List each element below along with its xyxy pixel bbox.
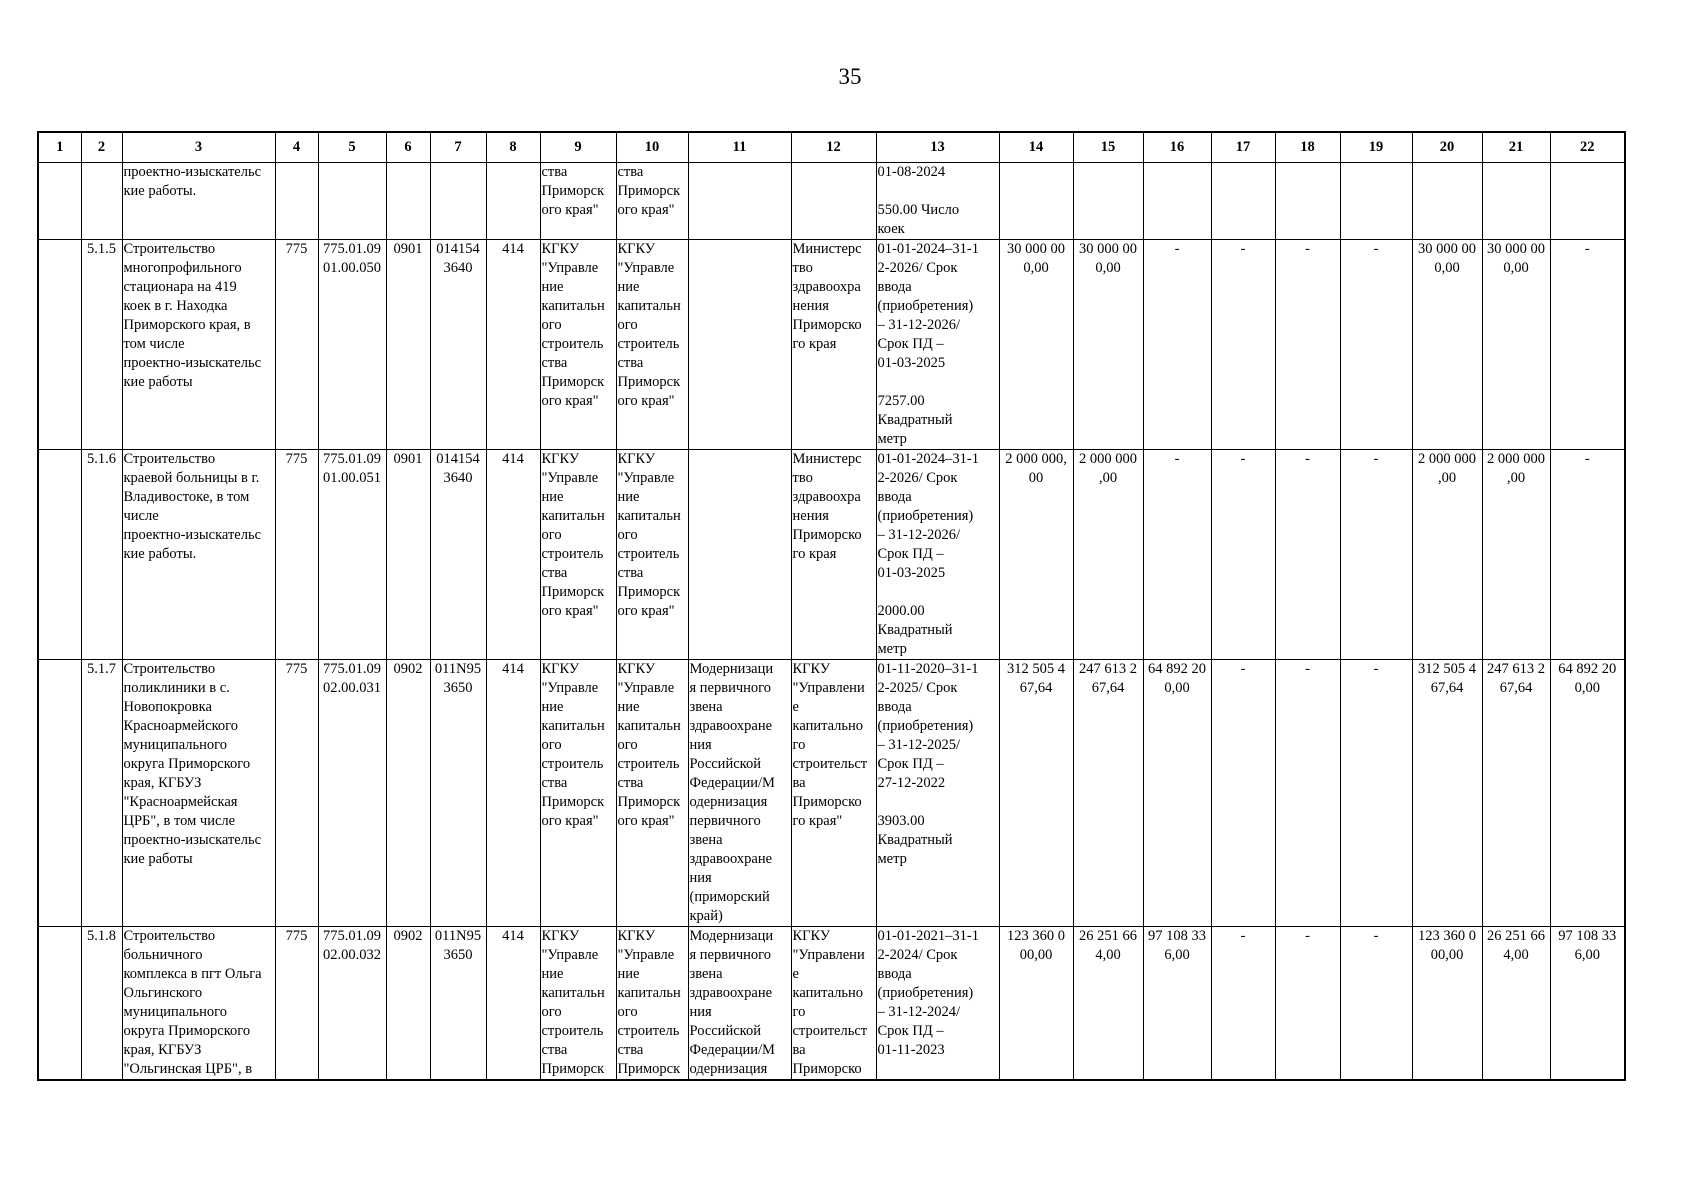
table-row	[38, 450, 1625, 660]
table-cell-col-15: 2 000 000 ,00	[1073, 450, 1143, 660]
table-cell-col-7: 014154 3640	[430, 450, 486, 660]
table-cell-col-22: -	[1550, 450, 1625, 660]
table-cell-col-21: 30 000 00 0,00	[1482, 240, 1550, 450]
table-cell-col-18	[1275, 163, 1340, 240]
table-cell-col-16: 64 892 20 0,00	[1143, 660, 1211, 927]
table-cell-col-1	[38, 660, 81, 927]
table-cell-col-4	[275, 163, 318, 240]
table-cell-col-14: 123 360 0 00,00	[999, 927, 1073, 1081]
table-row	[38, 240, 1625, 450]
table-cell-col-15: 30 000 00 0,00	[1073, 240, 1143, 450]
table-cell-col-3: Строительство поликлиники в с. Новопокровка Красноармейского муниципального округа Приморского края, КГБУЗ "Красноармейская ЦРБ", в том числе проектно-изыскательс кие работы	[122, 660, 275, 927]
column-header-3: 3	[122, 132, 275, 163]
table-cell-col-9: КГКУ "Управле ние капитальн ого строитель ства Приморск ого края"	[540, 450, 616, 660]
table-cell-col-19: -	[1340, 450, 1412, 660]
table-cell-col-2: 5.1.5	[81, 240, 122, 450]
table-cell-col-11	[688, 450, 791, 660]
table-cell-col-22: 64 892 20 0,00	[1550, 660, 1625, 927]
table-cell-col-12: Министерс тво здравоохра нения Приморско го края	[791, 450, 876, 660]
table-cell-col-8: 414	[486, 927, 540, 1081]
table-cell-col-19: -	[1340, 660, 1412, 927]
table-row	[38, 163, 1625, 240]
table-cell-col-16: -	[1143, 240, 1211, 450]
table-cell-col-7: 011N95 3650	[430, 660, 486, 927]
table-row	[38, 927, 1625, 1081]
table-cell-col-5	[318, 163, 386, 240]
table-row	[38, 660, 1625, 927]
table-cell-col-9: КГКУ "Управле ние капитальн ого строитель ства Приморск ого края"	[540, 240, 616, 450]
table-cell-col-6: 0902	[386, 927, 430, 1081]
column-header-20: 20	[1412, 132, 1482, 163]
column-header-12: 12	[791, 132, 876, 163]
table-cell-col-18: -	[1275, 240, 1340, 450]
column-header-2: 2	[81, 132, 122, 163]
table-cell-col-6: 0901	[386, 450, 430, 660]
table-cell-col-13: 01-01-2024–31-1 2-2026/ Срок ввода (приобретения) – 31-12-2026/ Срок ПД – 01-03-2025 7257.00 Квадратный метр	[876, 240, 999, 450]
table-cell-col-22: -	[1550, 240, 1625, 450]
table-cell-col-6: 0901	[386, 240, 430, 450]
table-cell-col-17: -	[1211, 240, 1275, 450]
table-cell-col-18: -	[1275, 450, 1340, 660]
table-cell-col-16: 97 108 33 6,00	[1143, 927, 1211, 1081]
table-cell-col-14: 30 000 00 0,00	[999, 240, 1073, 450]
table-cell-col-1	[38, 450, 81, 660]
column-header-4: 4	[275, 132, 318, 163]
page-number: 35	[838, 64, 862, 89]
table-cell-col-5: 775.01.09 01.00.050	[318, 240, 386, 450]
table-cell-col-13: 01-11-2020–31-1 2-2025/ Срок ввода (приобретения) – 31-12-2025/ Срок ПД – 27-12-2022 3903.00 Квадратный метр	[876, 660, 999, 927]
table-cell-col-10: КГКУ "Управле ние капитальн ого строитель ства Приморск	[616, 927, 688, 1081]
table-cell-col-17	[1211, 163, 1275, 240]
column-header-22: 22	[1550, 132, 1625, 163]
column-header-5: 5	[318, 132, 386, 163]
table-cell-col-15: 247 613 2 67,64	[1073, 660, 1143, 927]
table-cell-col-12	[791, 163, 876, 240]
table-cell-col-5: 775.01.09 02.00.031	[318, 660, 386, 927]
table-cell-col-10: КГКУ "Управле ние капитальн ого строитель ства Приморск ого края"	[616, 240, 688, 450]
table-cell-col-21: 26 251 66 4,00	[1482, 927, 1550, 1081]
table-cell-col-14: 2 000 000, 00	[999, 450, 1073, 660]
column-header-18: 18	[1275, 132, 1340, 163]
table-cell-col-9: ства Приморск ого края"	[540, 163, 616, 240]
table-cell-col-4: 775	[275, 660, 318, 927]
table-cell-col-11	[688, 240, 791, 450]
table-cell-col-13: 01-01-2021–31-1 2-2024/ Срок ввода (приобретения) – 31-12-2024/ Срок ПД – 01-11-2023	[876, 927, 999, 1081]
table-cell-col-21: 247 613 2 67,64	[1482, 660, 1550, 927]
table-cell-col-3: Строительство больничного комплекса в пгт Ольга Ольгинского муниципального округа Приморского края, КГБУЗ "Ольгинская ЦРБ", в	[122, 927, 275, 1081]
table-cell-col-19: -	[1340, 927, 1412, 1081]
table-cell-col-4: 775	[275, 927, 318, 1081]
table-cell-col-13: 01-01-2024–31-1 2-2026/ Срок ввода (приобретения) – 31-12-2026/ Срок ПД – 01-03-2025 2000.00 Квадратный метр	[876, 450, 999, 660]
table-cell-col-14: 312 505 4 67,64	[999, 660, 1073, 927]
column-header-19: 19	[1340, 132, 1412, 163]
column-header-11: 11	[688, 132, 791, 163]
table-cell-col-7	[430, 163, 486, 240]
table-cell-col-1	[38, 927, 81, 1081]
table-cell-col-3: проектно-изыскательс кие работы.	[122, 163, 275, 240]
table-cell-col-2: 5.1.7	[81, 660, 122, 927]
table-cell-col-1	[38, 163, 81, 240]
table-cell-col-17: -	[1211, 927, 1275, 1081]
table-cell-col-2: 5.1.6	[81, 450, 122, 660]
table-cell-col-9: КГКУ "Управле ние капитальн ого строитель ства Приморск	[540, 927, 616, 1081]
table-cell-col-20: 2 000 000 ,00	[1412, 450, 1482, 660]
table-cell-col-6: 0902	[386, 660, 430, 927]
table-cell-col-17: -	[1211, 450, 1275, 660]
table-cell-col-2	[81, 163, 122, 240]
column-header-6: 6	[386, 132, 430, 163]
table-cell-col-20: 123 360 0 00,00	[1412, 927, 1482, 1081]
table-cell-col-16	[1143, 163, 1211, 240]
table-cell-col-13: 01-08-2024 550.00 Число коек	[876, 163, 999, 240]
table-cell-col-8: 414	[486, 240, 540, 450]
table-cell-col-17: -	[1211, 660, 1275, 927]
table-cell-col-7: 014154 3640	[430, 240, 486, 450]
table-cell-col-6	[386, 163, 430, 240]
table-cell-col-11	[688, 163, 791, 240]
table-cell-col-19	[1340, 163, 1412, 240]
table-cell-col-8: 414	[486, 450, 540, 660]
table-cell-col-3: Строительство краевой больницы в г. Владивостоке, в том числе проектно-изыскательс кие работы.	[122, 450, 275, 660]
column-header-13: 13	[876, 132, 999, 163]
table-cell-col-14	[999, 163, 1073, 240]
table-cell-col-18: -	[1275, 927, 1340, 1081]
table-cell-col-15	[1073, 163, 1143, 240]
table-cell-col-21	[1482, 163, 1550, 240]
header-row	[38, 132, 1625, 163]
table-cell-col-22: 97 108 33 6,00	[1550, 927, 1625, 1081]
table-cell-col-8	[486, 163, 540, 240]
column-header-17: 17	[1211, 132, 1275, 163]
table-cell-col-20: 30 000 00 0,00	[1412, 240, 1482, 450]
table-cell-col-7: 011N95 3650	[430, 927, 486, 1081]
table-cell-col-19: -	[1340, 240, 1412, 450]
table-cell-col-12: КГКУ "Управлени е капитально го строительст ва Приморско го края"	[791, 660, 876, 927]
table-cell-col-10: ства Приморск ого края"	[616, 163, 688, 240]
table-cell-col-12: Министерс тво здравоохра нения Приморско го края	[791, 240, 876, 450]
table-cell-col-16: -	[1143, 450, 1211, 660]
column-header-8: 8	[486, 132, 540, 163]
table-cell-col-18: -	[1275, 660, 1340, 927]
column-header-15: 15	[1073, 132, 1143, 163]
table-cell-col-15: 26 251 66 4,00	[1073, 927, 1143, 1081]
column-header-14: 14	[999, 132, 1073, 163]
table-cell-col-3: Строительство многопрофильного стационара на 419 коек в г. Находка Приморского края, в том числе проектно-изыскательс кие работы	[122, 240, 275, 450]
column-header-7: 7	[430, 132, 486, 163]
table-cell-col-20	[1412, 163, 1482, 240]
table-cell-col-4: 775	[275, 240, 318, 450]
column-header-16: 16	[1143, 132, 1211, 163]
table-cell-col-22	[1550, 163, 1625, 240]
table-cell-col-4: 775	[275, 450, 318, 660]
table-cell-col-1	[38, 240, 81, 450]
table-cell-col-5: 775.01.09 02.00.032	[318, 927, 386, 1081]
table-cell-col-21: 2 000 000 ,00	[1482, 450, 1550, 660]
table-cell-col-11: Модернизаци я первичного звена здравоохране ния Российской Федерации/М одернизация	[688, 927, 791, 1081]
column-header-21: 21	[1482, 132, 1550, 163]
table-cell-col-10: КГКУ "Управле ние капитальн ого строитель ства Приморск ого края"	[616, 450, 688, 660]
table-cell-col-11: Модернизаци я первичного звена здравоохране ния Российской Федерации/М одернизация первичного звена здравоохране ния (приморский край)	[688, 660, 791, 927]
table-cell-col-8: 414	[486, 660, 540, 927]
table-cell-col-9: КГКУ "Управле ние капитальн ого строитель ства Приморск ого края"	[540, 660, 616, 927]
column-header-10: 10	[616, 132, 688, 163]
column-header-9: 9	[540, 132, 616, 163]
table-cell-col-10: КГКУ "Управле ние капитальн ого строитель ства Приморск ого края"	[616, 660, 688, 927]
table-cell-col-5: 775.01.09 01.00.051	[318, 450, 386, 660]
table-cell-col-12: КГКУ "Управлени е капитально го строительст ва Приморско	[791, 927, 876, 1081]
column-header-1: 1	[38, 132, 81, 163]
table-cell-col-20: 312 505 4 67,64	[1412, 660, 1482, 927]
table-cell-col-2: 5.1.8	[81, 927, 122, 1081]
data-table	[37, 131, 1626, 1081]
